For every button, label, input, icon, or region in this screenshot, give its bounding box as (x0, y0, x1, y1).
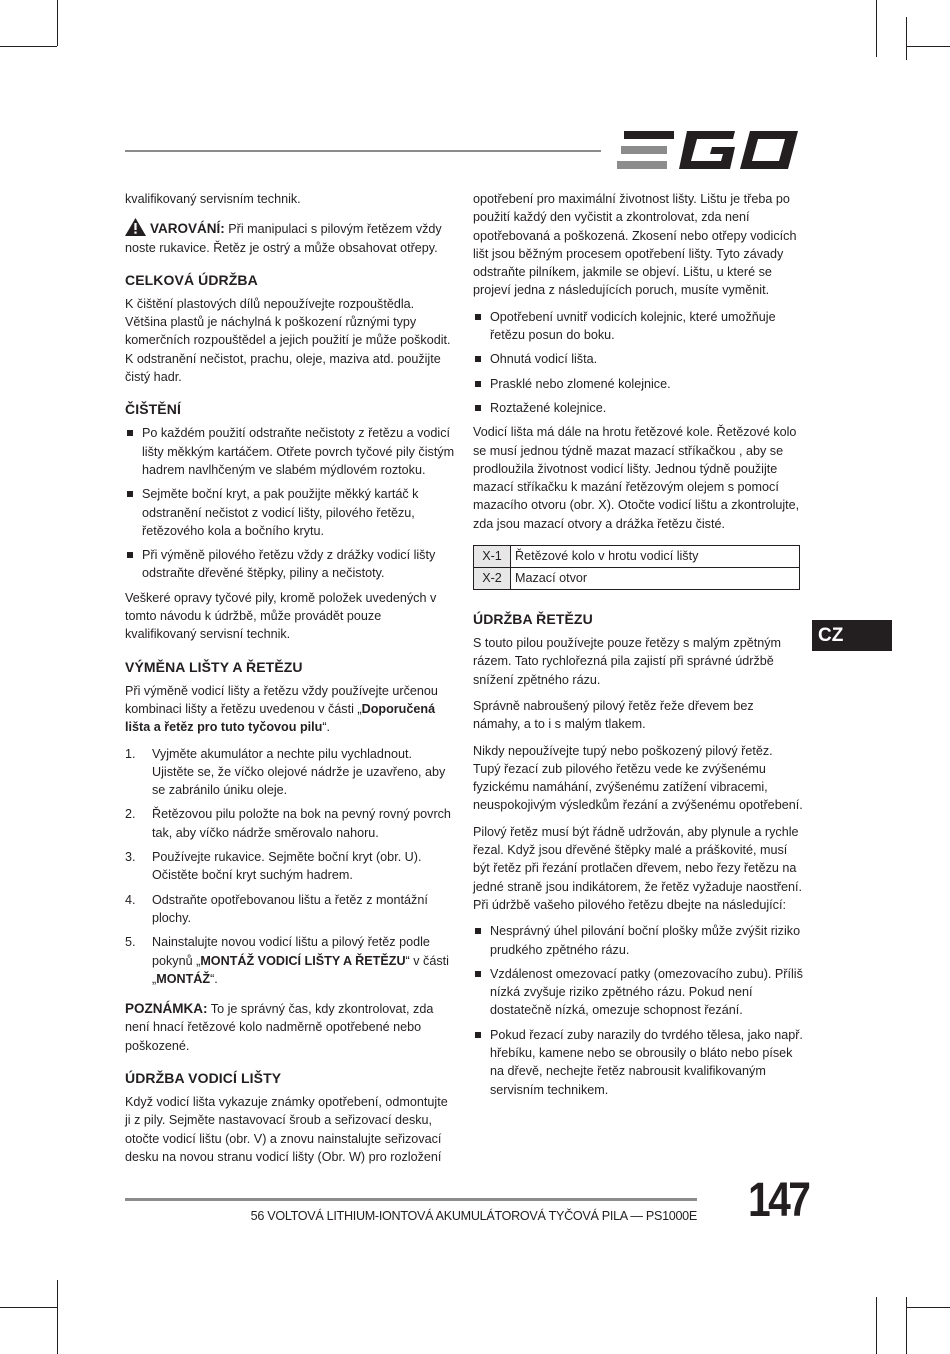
heading-general-maintenance: CELKOVÁ ÚDRŽBA (125, 271, 258, 288)
warning-paragraph (125, 218, 455, 257)
bar-faults-list (473, 308, 803, 417)
list-item: Sejměte boční kryt, a pak použijte měkký kartáč k odstranění nečistot z vodicí lišty, pilového řetězu, řetězového kola a bočního krytu. (125, 485, 455, 540)
crop-mark (906, 17, 907, 60)
crop-mark (57, 1280, 58, 1354)
right-column (473, 190, 803, 1105)
chain-paragraph: Správně nabroušený pilový řetěz řeže dřevem bez námahy, a to i s malým tlakem. (473, 698, 754, 732)
crop-mark (0, 1307, 57, 1308)
crop-mark (0, 46, 57, 47)
list-item: Vzdálenost omezovací patky (omezovacího zubu). Příliš nízká zvyšuje riziko zpětného rázu. Pokud není dostatečně nízká, omezuje schopnost řezání. (473, 965, 803, 1020)
heading-cleaning: ČIŠTĚNÍ (125, 401, 181, 418)
replacement-text: Při výměně vodicí lišty a řetězu vždy používejte určenou kombinaci lišty a řetězu uvedenou v části „ (125, 683, 438, 716)
list-item: Nesprávný úhel pilování boční plošky může zvýšit riziko prudkého zpětného rázu. (473, 922, 803, 959)
warning-triangle-icon (125, 218, 146, 236)
step-text: “ v části „ (152, 953, 449, 986)
heading-bar-maintenance: ÚDRŽBA VODICÍ LIŠTY (125, 1069, 282, 1086)
list-item (125, 891, 455, 928)
step-reference: MONTÁŽ VODICÍ LIŠTY A ŘETĚZU (200, 953, 406, 968)
crop-mark (906, 46, 950, 47)
chain-list (473, 922, 803, 1099)
step-number: 5. (125, 935, 136, 950)
heading-bar-chain-replacement: VÝMĚNA LIŠTY A ŘETĚZU (125, 658, 303, 675)
note-label: POZNÁMKA: (125, 1001, 208, 1017)
repairs-paragraph: Veškeré opravy tyčové pily, kromě položek uvedených v tomto návodu k údržbě, může provádět pouze kvalifikovaný servisní technik. (125, 590, 437, 642)
ego-logo (617, 128, 800, 172)
warning-label: VAROVÁNÍ: (150, 221, 225, 237)
chain-paragraph: Nikdy nepoužívejte tupý nebo poškozený pilový řetěz. Tupý řezací zub pilového řetězu vede ke zvýšenému fyzickému namáhání, zvýšenému zatížení vibracemi, neuspokojivým výsledkům řezání a zvýšenému opotřebení. (473, 743, 803, 813)
step-number: 2. (125, 807, 136, 822)
crop-mark (906, 1297, 907, 1354)
crop-mark (876, 0, 877, 57)
lubrication-paragraph: Vodicí lišta má dále na hrotu řetězové kole. Řetězové kolo se musí jednou týdně mazat mazací stříkačkou , aby se prodloužila životnost vodicí lišty. Jednou týdně použijte mazací stříkačku k mazání řetězovým olejem s pomocí mazacího otvoru (obr. X). Otočte vodicí lištu a zkontrolujte, zda jsou mazací otvory a drážka řetězu čisté. (473, 425, 800, 531)
step-text: Vyjměte akumulátor a nechte pilu vychladnout. Ujistěte se, že víčko olejové nádrže je uzavřeno, aby se zabránilo úniku oleje. (152, 746, 446, 798)
step-text: Řetězovou pilu položte na bok na pevný rovný povrch tak, aby víčko nádrže směrovalo nahoru. (152, 807, 451, 840)
step-number: 3. (125, 850, 136, 865)
crop-mark (876, 1297, 877, 1354)
replacement-paragraph (125, 682, 455, 737)
step-number: 1. (125, 746, 136, 761)
chain-paragraph: S touto pilou používejte pouze řetězy s malým zpětným rázem. Tato rychlořezná pila zajistí při správné údržbě snížení zpětného rázu. (473, 636, 781, 687)
part-label: Řetězové kolo v hrotu vodicí lišty (511, 546, 800, 568)
step-text: Používejte rukavice. Sejměte boční kryt (obr. U). Očistěte boční kryt suchým hadrem. (152, 850, 422, 883)
crop-mark (57, 0, 58, 46)
replacement-reference: Doporučená lišta a řetěz pro tuto tyčovou pilu (125, 701, 436, 735)
footer-product-title: 56 VOLTOVÁ LITHIUM-IONTOVÁ AKUMULÁTOROVÁ TYČOVÁ PILA — PS1000E (250, 1209, 697, 1223)
left-column (125, 190, 455, 1174)
list-item: Ohnutá vodicí lišta. (473, 350, 803, 368)
step-reference: MONTÁŽ (156, 971, 211, 986)
table-row (474, 568, 800, 590)
replacement-steps (125, 745, 455, 989)
step-text: Odstraňte opotřebovanou lištu a řetěz z montážní plochy. (152, 892, 428, 925)
replacement-text-end: “. (322, 720, 331, 735)
cleaning-list (125, 424, 455, 582)
list-item (125, 848, 455, 885)
crop-mark (906, 1307, 950, 1308)
list-item: Prasklé nebo zlomené kolejnice. (473, 375, 803, 393)
parts-table (473, 545, 800, 590)
step-text: “. (210, 971, 218, 986)
part-label: Mazací otvor (511, 568, 800, 590)
intro-paragraph: kvalifikovaný servisním technik. (125, 192, 301, 206)
list-item: Roztažené kolejnice. (473, 399, 803, 417)
list-item (125, 933, 455, 988)
chain-paragraph: Pilový řetěz musí být řádně udržován, aby plynule a rychle řezal. Když jsou dřevěné štěpky malé a práškovité, musí být řetěz při řezání protlačen dřevem, nebo řezy řetězu na jedné straně jsou indikátorem, že řetěz vyžaduje naostření. Při údržbě vašeho pilového řetězu dbejte na následující: (473, 824, 803, 912)
note-text: To je správný čas, kdy zkontrolovat, zda není hnací řetězové kolo nadměrně opotřebené nebo poškozené. (125, 1002, 434, 1053)
list-item: Opotřebení uvnitř vodicích kolejnic, které umožňuje řetězu posun do boku. (473, 308, 803, 345)
list-item: Pokud řezací zuby narazily do tvrdého tělesa, jako např. hřebíku, kamene nebo se obrousily o bláto nebo písek na dřevě, nechejte řetěz nabrousit kvalifikovaným servisním technikem. (473, 1026, 803, 1099)
language-tab: CZ (812, 620, 892, 651)
general-maintenance-paragraph: K čištění plastových dílů nepoužívejte rozpouštědla. Většina plastů je náchylná k poškození různými typy komerčních rozpouštědel a jejich použití je může poškodit. K odstranění nečistot, prachu, oleje, maziva atd. použijte čistý hadr. (125, 296, 451, 385)
step-text: Nainstalujte novou vodicí lištu a pilový řetěz podle pokynů „ (152, 935, 430, 968)
footer-rule (125, 1198, 697, 1201)
page-number: 147 (748, 1174, 809, 1227)
list-item: Po každém použití odstraňte nečistoty z řetězu a vodicí lišty měkkým kartáčem. Otřete povrch tyčové pily čistým hadrem navlhčeným ve slabém mýdlovém roztoku. (125, 424, 455, 479)
list-item (125, 805, 455, 842)
heading-chain-maintenance: ÚDRŽBA ŘETĚZU (473, 611, 593, 628)
warning-text: Při manipulaci s pilovým řetězem vždy noste rukavice. Řetěz je ostrý a může obsahovat otřepy. (125, 222, 442, 255)
bar-wear-paragraph: opotřebení pro maximální životnost lišty. Lištu je třeba po použití každý den vyčistit a zkontrolovat, zda není opotřebovaná a poškozená. Zkosení nebo otřepy vodicích lišt jsou běžným procesem opotřebení lišty. Tyto závady odstraňte pilníkem, jakmile se objeví. Lištu, u které se projeví jedna z následujících poruch, musíte vyměnit. (473, 192, 797, 298)
list-item (125, 745, 455, 800)
list-item: Při výměně pilového řetězu vždy z drážky vodicí lišty odstraňte dřevěné štěpky, piliny a nečistoty. (125, 546, 455, 583)
header-rule (125, 150, 601, 152)
part-key: X-2 (474, 568, 511, 590)
step-number: 4. (125, 892, 136, 907)
part-key: X-1 (474, 546, 511, 568)
note-paragraph (125, 1000, 455, 1055)
bar-maintenance-paragraph: Když vodicí lišta vykazuje známky opotřebení, odmontujte ji z pily. Sejměte nastavovací šroub a seřizovací desku, otočte vodicí lištu (obr. V) a znovu nainstalujte seřizovací desku na novou stranu vodicí lišty (Obr. W) pro rozložení (125, 1094, 448, 1164)
table-row (474, 546, 800, 568)
